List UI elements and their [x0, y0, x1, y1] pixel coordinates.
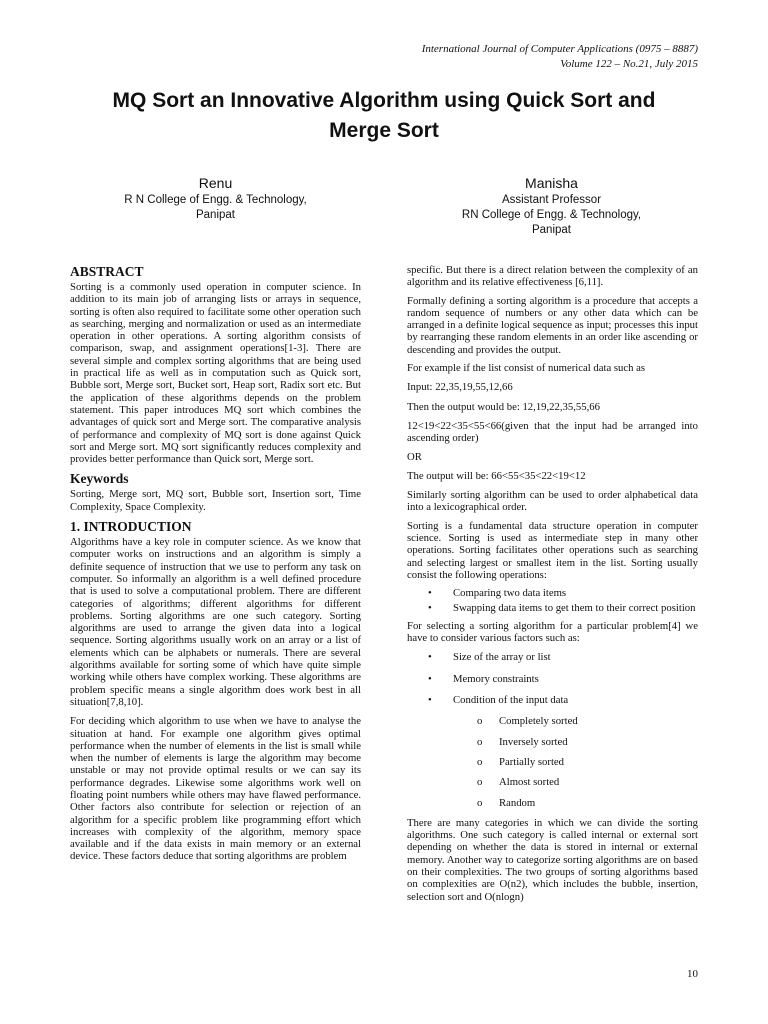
list-item: • Comparing two data items — [428, 587, 567, 600]
abstract-text: Sorting is a commonly used operation in computer science. In addition to its main job of arranging lists or arrays in sequence, sorting is often also required to facilitate some other operation such as searching, merging and normalization or used as an intermediate operation in other operations. A sorting algorithm consists of comparison, swap, and assignment operations[1-3]. There are several simple and complex sorting algorithms that are being used in practical life as well as in computation such as Quick sort, Bubble sort, Merge sort, Bucket sort, Heap sort, Radix sort etc. But the application of these algorithms depends on the problem statement. This paper introduces MQ sort which combines the advantages of quick sort and Merge sort. The comparative analysis of performance and complexity of MQ sort is done against Quick sort and Merge sort. MQ sort significantly reduces complexity and provides better performance than Quick sort, Merge sort. — [70, 281, 361, 466]
keywords-heading: Keywords — [70, 471, 129, 487]
circle-bullet-icon: o — [477, 796, 483, 809]
author-affiliation-line: Panipat — [195, 209, 235, 221]
journal-name: International Journal of Computer Applications (0975 – 8887) — [421, 43, 698, 55]
example-output-line: Then the output would be: 12,19,22,35,55,66 — [407, 400, 600, 413]
list-item: • Memory constraints — [428, 672, 539, 685]
example-or-line: OR — [407, 450, 422, 463]
right-column — [407, 264, 698, 909]
author-block-2 — [424, 174, 679, 238]
introduction-heading: 1. INTRODUCTION — [70, 519, 192, 535]
example-input-line: Input: 22,35,19,55,12,66 — [407, 381, 513, 394]
author-affiliation-line: Assistant Professor — [501, 194, 602, 206]
conditions-list — [407, 715, 698, 808]
introduction-paragraph: Algorithms have a key role in computer science. As we know that computer works on instructions and an algorithm is simply a definite sequence of instruction that we use to perform any task on computer. So informally an algorithm is a well defined procedure that is used to solve a computational problem. There are different categories of algorithms; different algorithms for different problems. Sorting algorithms are one such category. Sorting algorithms are used to arrange the given data into a logical sequence. Sorting algorithms usually work on an array or a list of elements which can be alphabets or numerals. There are several algorithms available for sorting some of which have quite simple working while others have complex working. These algorithms are problem specific means a single algorithm does work best in all situation[7,8,10]. — [70, 536, 361, 708]
introduction-paragraph: For deciding which algorithm to use when we have to analyse the situation at hand. For example one algorithm gives optimal performance when the number of elements in the list is small while when the number of elements is large the algorithm may become unstable or may not provide optimal results or we can say its performance degrades. Likewise some algorithms work well on floating point numbers while others may have flawed performance. Other factors also contribute for selection or rejection of an algorithm for a specific problem like programming effort which increases with complexity of the algorithm, memory space available and if the data exists in main memory or an external device. These factors deduce that sorting algorithms are problem — [70, 715, 361, 863]
abstract-heading: ABSTRACT — [70, 264, 144, 279]
body-paragraph: Similarly sorting algorithm can be used to order alphabetical data into a lexicographical order. — [407, 489, 698, 514]
journal-volume: Volume 122 – No.21, July 2015 — [560, 58, 698, 70]
list-item: • Condition of the input data — [428, 694, 569, 707]
sub-list-item: o Almost sorted — [477, 776, 560, 789]
author-block-1 — [88, 174, 343, 223]
bullet-icon: • — [428, 672, 432, 685]
circle-bullet-icon: o — [477, 715, 483, 728]
example-ascending-line: 12<19<22<35<55<66(given that the input had be arranged into ascending order) — [407, 419, 698, 445]
author-affiliation-line: R N College of Engg. & Technology, — [124, 194, 307, 206]
journal-header — [422, 42, 698, 72]
body-paragraph: Sorting is a fundamental data structure operation in computer science. Sorting is used as intermediate step in many other operations. Sorting facilitates other operations such as searching and selecting largest or smallest item in the list. Sorting usually consist the following operations: — [407, 519, 698, 581]
factors-list — [407, 651, 698, 706]
bullet-icon: • — [428, 587, 432, 600]
author-name: Renu — [198, 175, 233, 191]
operations-list — [407, 587, 698, 614]
circle-bullet-icon: o — [477, 776, 483, 789]
paper-title-line-2: Merge Sort — [329, 119, 439, 142]
sub-list-item: o Inversely sorted — [477, 735, 568, 748]
body-paragraph: Formally defining a sorting algorithm is a procedure that accepts a random sequence of numbers or any other data which can be arranged in a definite logical sequence as input; processes this input by rearranging these random elements in an order like ascending or descending and provides the output. — [407, 294, 698, 356]
bullet-icon: • — [428, 651, 432, 664]
left-column — [70, 264, 361, 869]
paper-title — [60, 86, 708, 146]
list-item: • Size of the array or list — [428, 651, 551, 664]
list-item: • Swapping data items to get them to their correct position — [428, 601, 696, 614]
sub-list-item: o Partially sorted — [477, 755, 565, 768]
body-paragraph: specific. But there is a direct relation between the complexity of an algorithm and its relative effectiveness [6,11]. — [407, 264, 698, 289]
keywords-text: Sorting, Merge sort, MQ sort, Bubble sort, Insertion sort, Time Complexity, Space Complexity. — [70, 488, 361, 513]
bullet-icon: • — [428, 694, 432, 707]
sub-list-item: o Completely sorted — [477, 715, 578, 728]
bullet-icon: • — [428, 601, 432, 614]
body-paragraph: For example if the list consist of numerical data such as — [407, 362, 646, 375]
page-number: 10 — [687, 968, 698, 980]
author-name: Manisha — [525, 175, 578, 191]
example-descending-line: The output will be: 66<55<35<22<19<12 — [407, 469, 586, 482]
circle-bullet-icon: o — [477, 755, 483, 768]
author-affiliation-line: Panipat — [531, 224, 571, 236]
circle-bullet-icon: o — [477, 735, 483, 748]
sub-list-item: o Random — [477, 796, 536, 809]
body-paragraph: For selecting a sorting algorithm for a particular problem[4] we have to consider various factors such as: — [407, 619, 698, 645]
body-paragraph: There are many categories in which we can divide the sorting algorithms. One such category is called internal or external sort depending on whether the data is stored in internal or external memory. Another way to categorize sorting algorithms are on based on their complexities. The two groups of sorting algorithms based on complexities are O(n2), which includes the bubble, insertion, selection sort and O(nlogn) — [407, 816, 698, 903]
author-affiliation-line: RN College of Engg. & Technology, — [461, 209, 642, 221]
paper-title-line-1: MQ Sort an Innovative Algorithm using Quick Sort and — [112, 89, 656, 112]
